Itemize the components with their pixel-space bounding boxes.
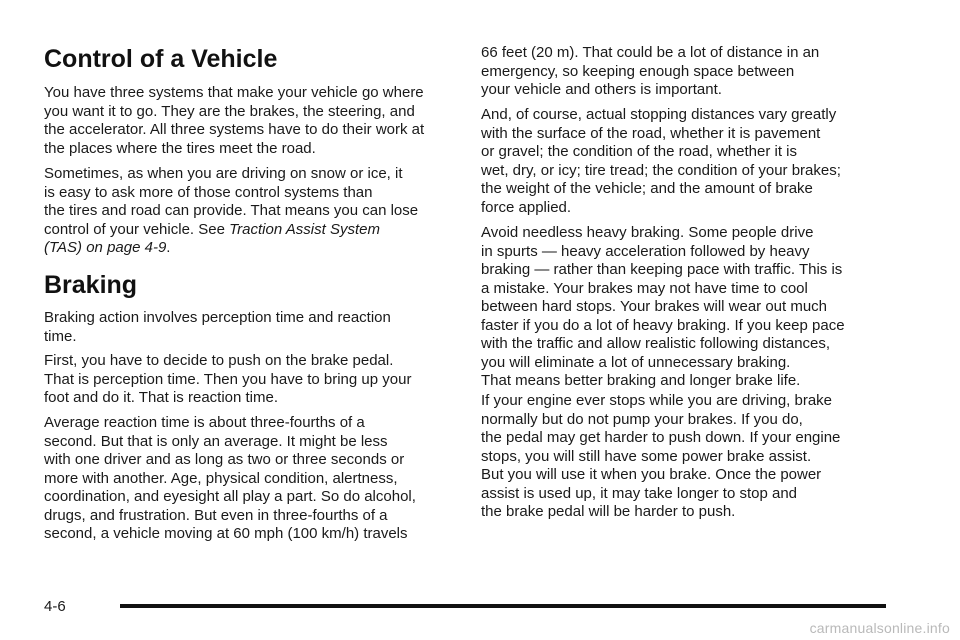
text-line: the pedal may get harder to push down. If your engine	[481, 429, 841, 446]
text-line: Average reaction time is about three-fourths of a	[44, 414, 365, 431]
text-line: First, you have to decide to push on the brake pedal.	[44, 352, 394, 369]
paragraph-perception-time	[44, 352, 411, 408]
text-line: a mistake. Your brakes may not have time to cool	[481, 279, 808, 297]
text-line	[44, 239, 418, 258]
text-line: That is perception time. Then you have to bring up your	[44, 370, 412, 388]
text-line: time.	[44, 327, 77, 345]
watermark: carmanualsonline.info	[809, 620, 950, 636]
text-line: Braking action involves perception time and reaction	[44, 309, 391, 326]
text-line: or gravel; the condition of the road, whether it is	[481, 143, 798, 160]
text-segment: .	[166, 239, 171, 256]
text-line: emergency, so keeping enough space between	[481, 62, 795, 80]
text-line: drugs, and frustration. But even in three-fourths of a	[44, 506, 388, 524]
text-line: the accelerator. All three systems have to do their work at	[44, 121, 425, 138]
text-line: with the surface of the road, whether it is pavement	[481, 124, 821, 142]
text-line: you will eliminate a lot of unnecessary braking.	[481, 353, 791, 371]
text-line: 66 feet (20 m). That could be a lot of distance in an	[481, 44, 820, 61]
text-line: the weight of the vehicle; and the amount of brake	[481, 180, 813, 197]
paragraph-road-surface	[481, 106, 841, 217]
text-line: foot and do it. That is reaction time.	[44, 389, 279, 406]
text-line: you want it to go. They are the brakes, the steering, and	[44, 102, 415, 120]
text-line: coordination, and eyesight all play a part. So do alcohol,	[44, 488, 416, 505]
text-line: the places where the tires meet the road.	[44, 139, 316, 157]
text-line: force applied.	[481, 198, 572, 216]
heading-braking: Braking	[44, 271, 138, 299]
text-line: with one driver and as long as two or three seconds or	[44, 451, 405, 468]
text-line: the brake pedal will be harder to push.	[481, 503, 736, 520]
text-line: wet, dry, or icy; tire tread; the condition of your brakes;	[481, 161, 841, 179]
text-line: And, of course, actual stopping distances vary greatly	[481, 106, 837, 123]
text-line: more with another. Age, physical condition, alertness,	[44, 469, 398, 487]
paragraph-engine-stops	[481, 392, 840, 522]
paragraph-snow-ice	[44, 165, 418, 258]
text-line: That means better braking and longer brake life.	[481, 372, 801, 389]
text-line	[44, 221, 418, 240]
text-line: second, a vehicle moving at 60 mph (100 km/h) travels	[44, 525, 408, 542]
text-line: You have three systems that make your vehicle go where	[44, 84, 424, 101]
text-line: second. But that is only an average. It might be less	[44, 432, 388, 450]
text-line: normally but do not pump your brakes. If you do,	[481, 410, 803, 428]
paragraph-three-systems	[44, 84, 424, 158]
paragraph-reaction-time	[44, 414, 416, 544]
text-line: the tires and road can provide. That means you can lose	[44, 202, 419, 219]
paragraph-heavy-braking	[481, 224, 845, 391]
text-line: with the traffic and allow realistic following distances,	[481, 335, 831, 352]
text-line: in spurts — heavy acceleration followed by heavy	[481, 242, 810, 260]
text-line: But you will use it when you brake. Once the power	[481, 466, 822, 483]
text-line: faster if you do a lot of heavy braking. If you keep pace	[481, 316, 845, 334]
text-line: braking — rather than keeping pace with traffic. This is	[481, 261, 843, 278]
paragraph-stopping-distance	[481, 44, 819, 100]
text-line: If your engine ever stops while you are driving, brake	[481, 392, 833, 409]
text-segment: control of your vehicle. See	[44, 220, 230, 238]
paragraph-braking-action	[44, 309, 391, 346]
text-line: assist is used up, it may take longer to stop and	[481, 484, 798, 502]
text-line: Sometimes, as when you are driving on snow or ice, it	[44, 165, 403, 182]
cross-reference-link[interactable]: Traction Assist System	[229, 220, 380, 238]
heading-control-of-a-vehicle: Control of a Vehicle	[44, 45, 278, 73]
text-line: between hard stops. Your brakes will wear out much	[481, 298, 828, 315]
text-line: stops, you will still have some power brake assist.	[481, 447, 812, 465]
text-line: Avoid needless heavy braking. Some people drive	[481, 224, 814, 241]
footer-divider	[120, 604, 886, 608]
text-line: is easy to ask more of those control systems than	[44, 183, 373, 201]
cross-reference-link-cont[interactable]: (TAS) on page 4-9	[44, 239, 167, 256]
page-number: 4-6	[44, 598, 66, 615]
text-line: your vehicle and others is important.	[481, 81, 722, 98]
